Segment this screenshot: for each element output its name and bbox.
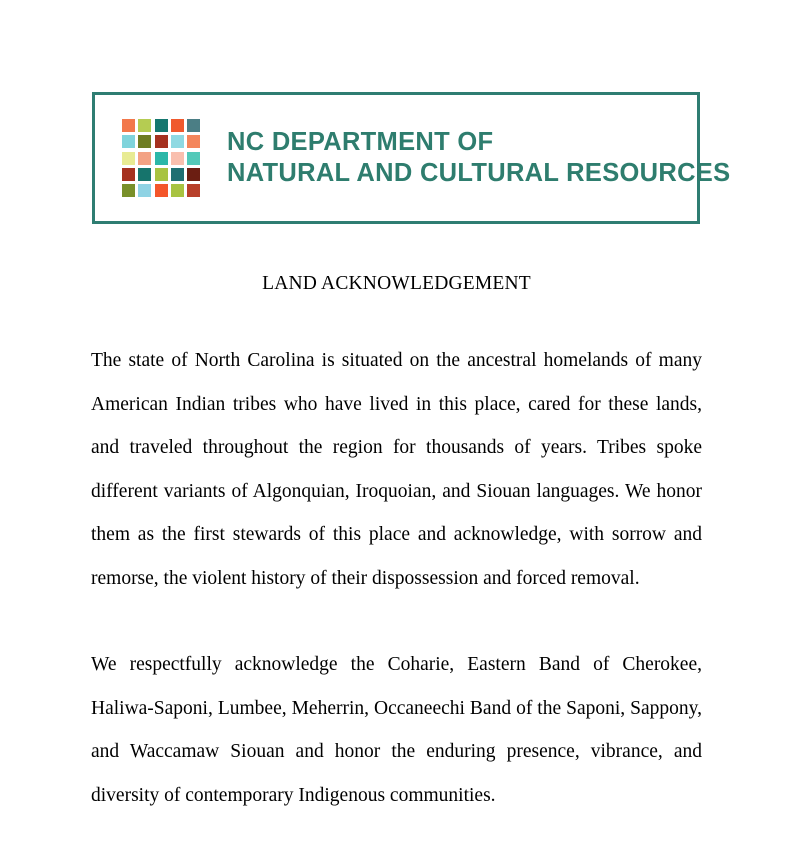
logo-grid-cell-1-2	[138, 119, 151, 132]
logo-grid-cell-2-3	[155, 135, 168, 148]
organization-wordmark	[227, 127, 730, 189]
wordmark-line-2: NATURAL AND CULTURAL RESOURCES	[227, 159, 731, 187]
logo-grid-cell-3-4	[171, 152, 184, 165]
logo-grid-cell-3-5	[187, 152, 200, 165]
logo-grid-cell-4-1	[122, 168, 135, 181]
document-body	[91, 339, 702, 817]
logo-grid-cell-5-2	[138, 184, 151, 197]
logo-grid-cell-5-1	[122, 184, 135, 197]
page-title: LAND ACKNOWLEDGEMENT	[262, 273, 531, 294]
logo-grid-cell-2-2	[138, 135, 151, 148]
logo-grid-cell-1-1	[122, 119, 135, 132]
wordmark-line-1: NC DEPARTMENT OF	[227, 128, 494, 156]
logo-grid-cell-5-5	[187, 184, 200, 197]
nc-dncr-color-grid-icon	[122, 119, 200, 197]
body-paragraph: We respectfully acknowledge the Coharie, Eastern Band of Cherokee, Haliwa-Saponi, Lumbee, Meherrin, Occaneechi Band of the Saponi, Sappony, and Waccamaw Siouan and honor the enduring presence, vibrance, and diversity of contemporary Indigenous communities.	[91, 654, 702, 806]
logo-grid-cell-2-1	[122, 135, 135, 148]
logo-grid-cell-5-3	[155, 184, 168, 197]
logo-grid-cell-4-2	[138, 168, 151, 181]
logo-grid-cell-5-4	[171, 184, 184, 197]
logo-grid-cell-1-5	[187, 119, 200, 132]
logo-grid-cell-2-5	[187, 135, 200, 148]
logo-grid-cell-4-5	[187, 168, 200, 181]
logo-grid-cell-4-3	[155, 168, 168, 181]
body-paragraph: The state of North Carolina is situated on the ancestral homelands of many American Indian tribes who have lived in this place, cared for these lands, and traveled throughout the region for thousands of years. Tribes spoke different variants of Algonquian, Iroquoian, and Siouan languages. We honor them as the first stewards of this place and acknowledge, with sorrow and remorse, the violent history of their dispossession and forced removal.	[91, 350, 702, 589]
logo-grid-cell-3-2	[138, 152, 151, 165]
logo-grid-cell-3-1	[122, 152, 135, 165]
logo-grid-cell-2-4	[171, 135, 184, 148]
logo-grid-cell-3-3	[155, 152, 168, 165]
logo-grid-cell-1-3	[155, 119, 168, 132]
logo-grid-cell-1-4	[171, 119, 184, 132]
logo-banner	[92, 92, 731, 224]
logo-grid-cell-4-4	[171, 168, 184, 181]
